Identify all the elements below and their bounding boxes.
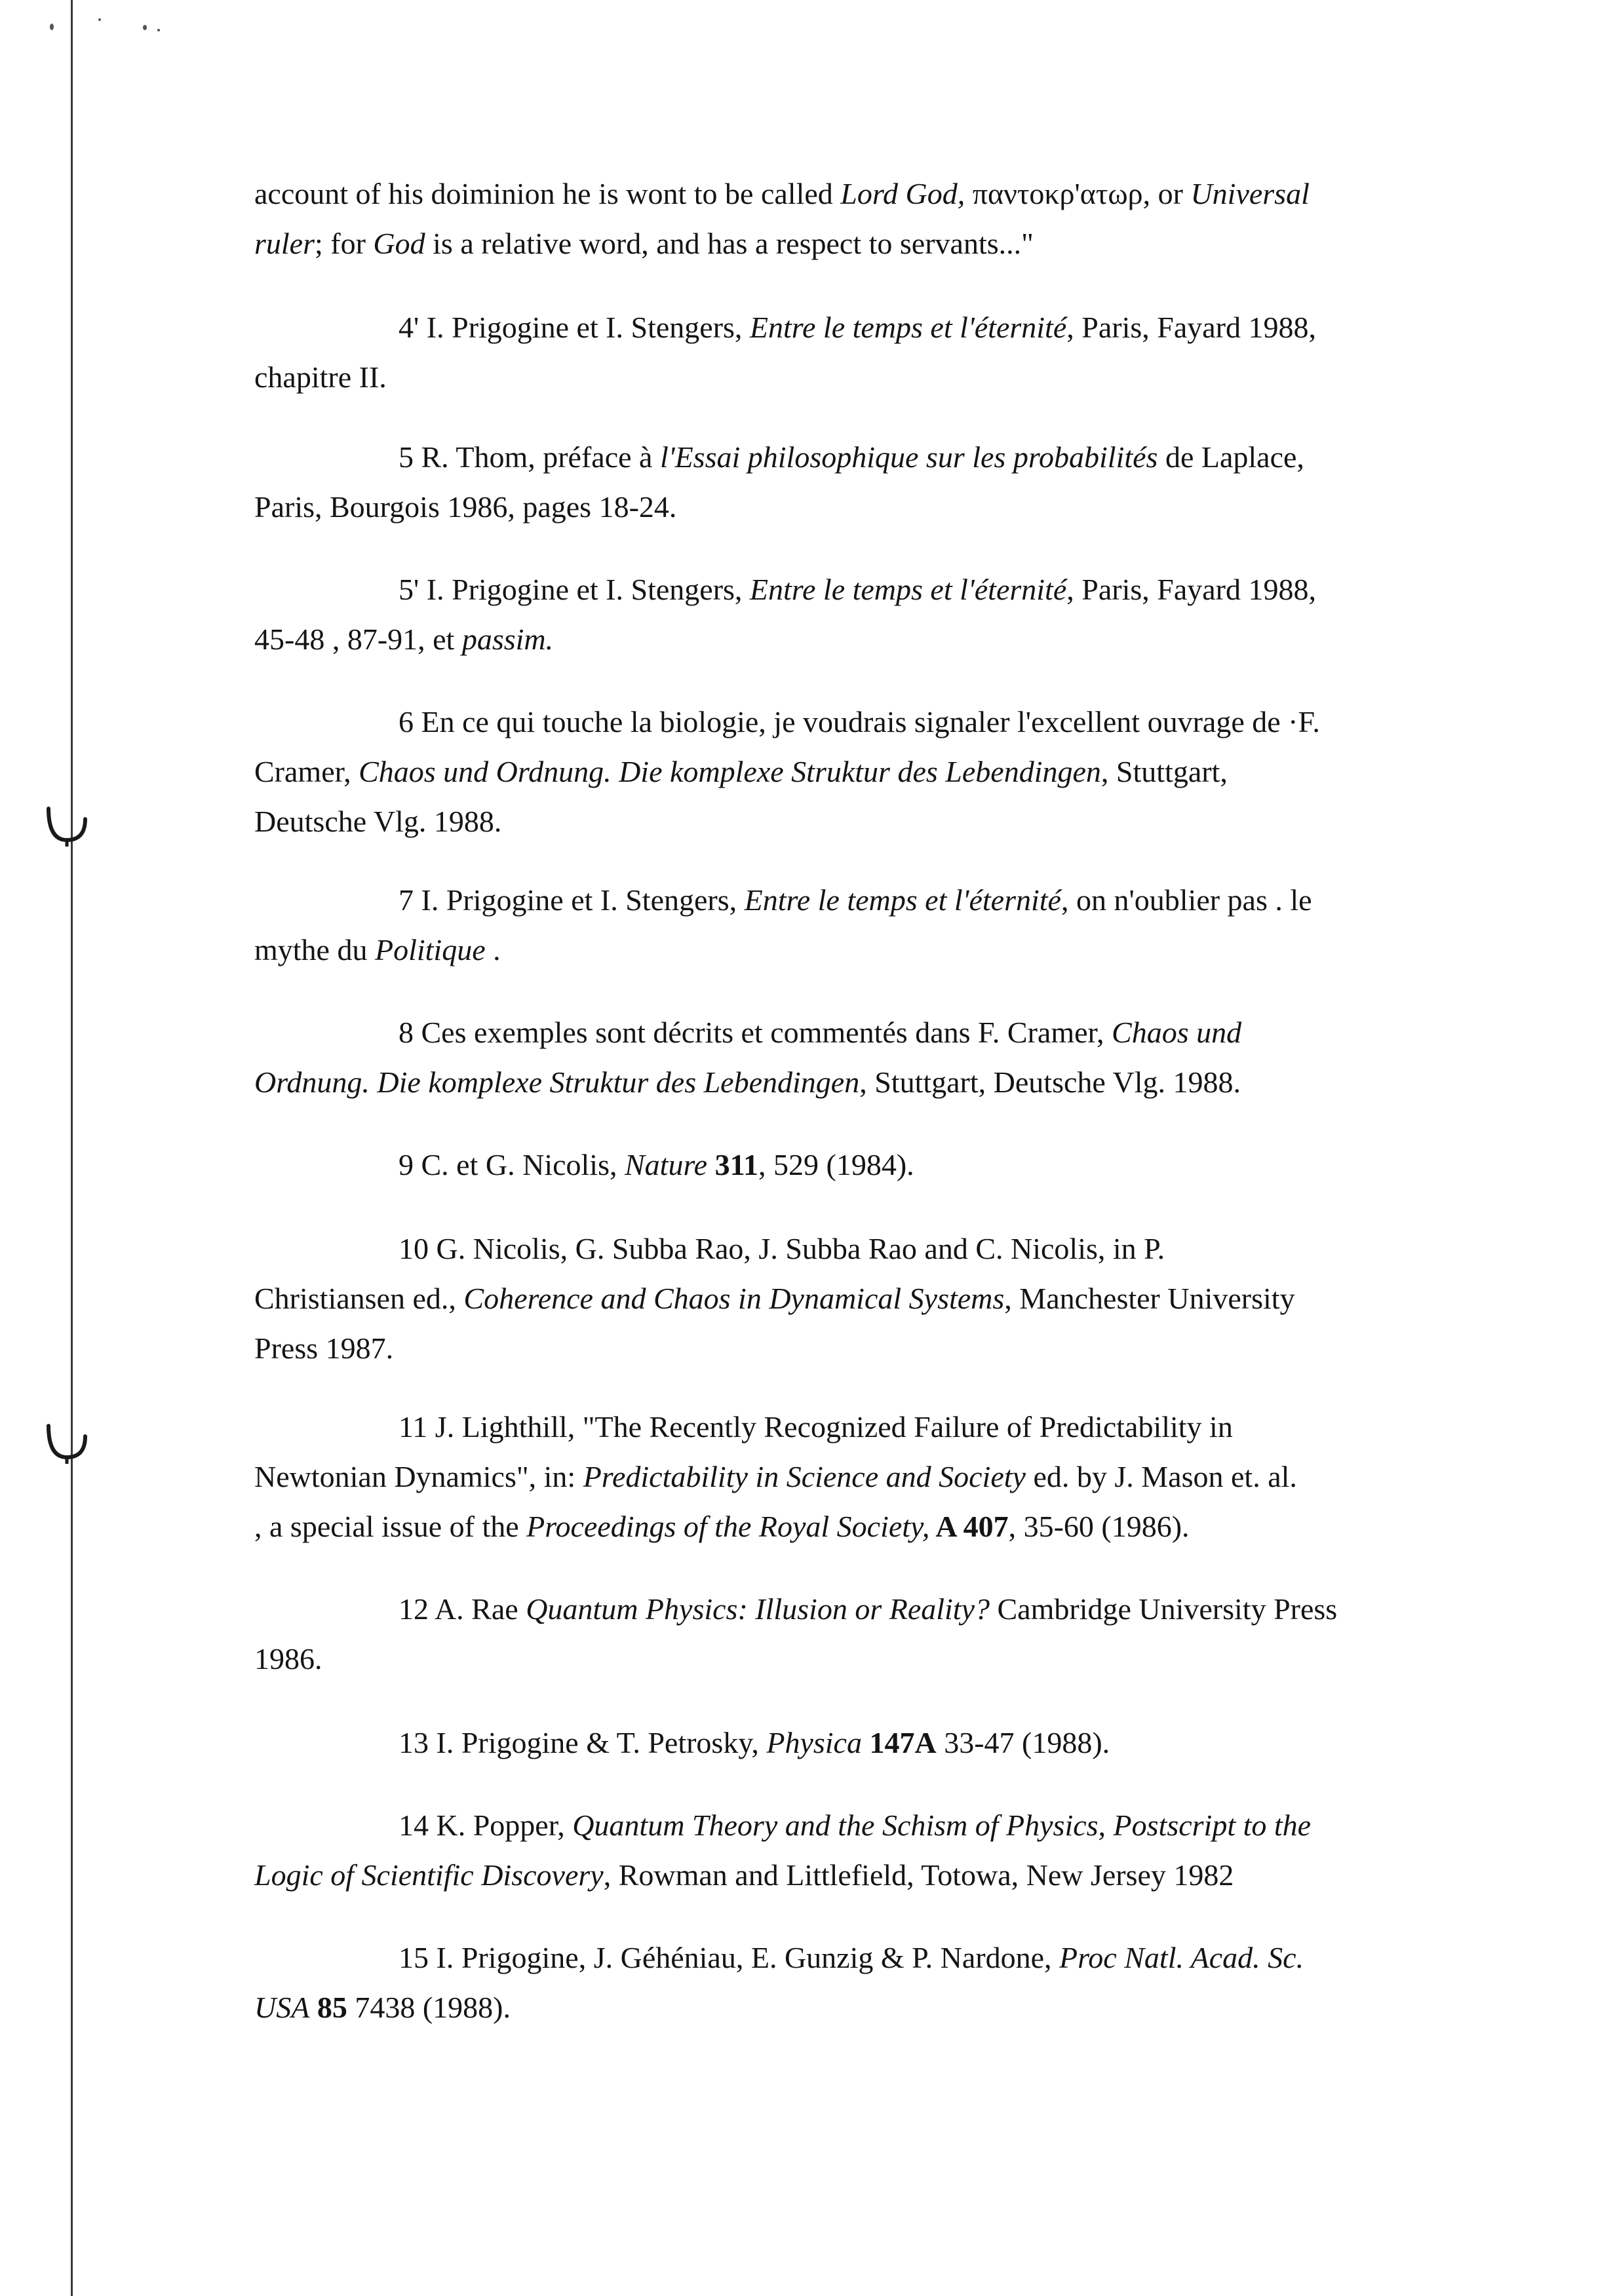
note-text: 5 R. Thom, préface à	[399, 440, 660, 474]
note-text: , Paris, Fayard 1988,	[1066, 573, 1316, 606]
note-text: Cambridge University Press	[990, 1592, 1338, 1626]
note-bold: 147A	[861, 1726, 937, 1759]
note-italic: Proc Natl. Acad. Sc.	[1059, 1941, 1304, 1974]
note-11	[254, 1402, 1428, 1552]
note-text: , Stuttgart, Deutsche Vlg. 1988.	[859, 1065, 1241, 1099]
note-text: 6 En ce qui touche la biologie, je voudrais signaler l'excellent ouvrage de ·F.	[399, 705, 1320, 738]
note-italic: Ordnung. Die komplexe Struktur des Lebendingen	[254, 1065, 860, 1099]
note-5	[254, 432, 1428, 532]
scan-speck	[143, 25, 147, 30]
binding-margin-line	[71, 0, 73, 2296]
note-italic: Lord God,	[840, 177, 965, 210]
note-text: 7 I. Prigogine et I. Stengers,	[399, 883, 745, 917]
scan-speck	[157, 29, 160, 31]
note-italic: Quantum Theory and the Schism of Physics, Postscript to the	[572, 1808, 1312, 1842]
note-italic: Entre le temps et l'éternité	[749, 311, 1067, 344]
note-text: , Stuttgart,	[1100, 755, 1228, 788]
note-italic: Chaos und	[1112, 1016, 1242, 1049]
note-text: 11 J. Lighthill, "The Recently Recognized Failure of Predictability in	[399, 1410, 1233, 1444]
note-14	[254, 1801, 1428, 1900]
punch-hole-mark-icon	[43, 806, 90, 848]
note-italic: passim.	[461, 622, 554, 656]
note-text: 14 K. Popper,	[399, 1808, 573, 1842]
note-text: ; for	[315, 227, 374, 260]
note-text: παντοκρ'ατωρ, or	[965, 177, 1191, 210]
note-text: , 35-60 (1986).	[1008, 1510, 1190, 1543]
note-text: ed. by J. Mason et. al.	[1025, 1460, 1297, 1493]
note-text: 45-48 , 87-91, et	[254, 622, 462, 656]
scan-speck	[50, 24, 54, 30]
note-text: is a relative word, and has a respect to servants..."	[425, 227, 1034, 260]
note-text: , Manchester University	[1004, 1282, 1295, 1315]
note-italic: Entre le temps et l'éternité	[749, 573, 1067, 606]
note-italic: USA	[254, 1991, 310, 2024]
note-13	[254, 1718, 1428, 1768]
scan-speck	[98, 18, 101, 21]
note-italic: Physica	[766, 1726, 862, 1759]
note-12	[254, 1584, 1428, 1684]
note-text: , a special issue of the	[254, 1510, 527, 1543]
note-text: de Laplace,	[1158, 440, 1304, 474]
note-text: 12 A. Rae	[399, 1592, 526, 1626]
note-italic: Nature	[624, 1148, 708, 1181]
note-text: Paris, Bourgois 1986, pages 18-24.	[254, 490, 677, 524]
note-text: 15 I. Prigogine, J. Géhéniau, E. Gunzig & P. Nardone,	[399, 1941, 1060, 1974]
note-text: , 529 (1984).	[758, 1148, 914, 1181]
note-text: 9 C. et G. Nicolis,	[399, 1148, 625, 1181]
note-15	[254, 1933, 1428, 2033]
note-italic: Universal	[1190, 177, 1310, 210]
note-italic: Chaos und Ordnung. Die komplexe Struktur des Lebendingen	[359, 755, 1101, 788]
note-text: 10 G. Nicolis, G. Subba Rao, J. Subba Rao and C. Nicolis, in P.	[399, 1232, 1165, 1265]
note-text: Press 1987.	[254, 1331, 394, 1365]
note-5-prime	[254, 565, 1428, 664]
note-text: mythe du	[254, 933, 375, 966]
note-text: 8 Ces exemples sont décrits et commentés dans F. Cramer,	[399, 1016, 1112, 1049]
punch-hole-mark-icon	[43, 1423, 90, 1465]
note-text: , Paris, Fayard 1988,	[1066, 311, 1316, 344]
note-text: 1986.	[254, 1642, 322, 1675]
note-text: 33-47 (1988).	[936, 1726, 1110, 1759]
note-italic: Predictability in Science and Society	[583, 1460, 1026, 1493]
note-text: Newtonian Dynamics", in:	[254, 1460, 583, 1493]
note-7	[254, 875, 1428, 975]
note-italic: Quantum Physics: Illusion or Reality?	[526, 1592, 990, 1626]
note-6	[254, 697, 1428, 847]
note-italic: Entre le temps et l'éternité	[744, 883, 1061, 917]
note-text: 7438 (1988).	[347, 1991, 511, 2024]
note-italic: ruler	[254, 227, 315, 260]
note-text: 4' I. Prigogine et I. Stengers,	[399, 311, 750, 344]
note-text: account of his doiminion he is wont to be called	[254, 177, 841, 210]
note-bold: 85	[309, 1991, 347, 2024]
note-italic: Coherence and Chaos in Dynamical Systems	[463, 1282, 1005, 1315]
note-text: Cramer,	[254, 755, 359, 788]
note-italic: Logic of Scientific Discovery	[254, 1858, 604, 1892]
note-4-prime	[254, 303, 1428, 402]
note-9	[254, 1140, 1428, 1190]
note-10	[254, 1224, 1428, 1373]
note-italic: Proceedings of the Royal Society,	[526, 1510, 930, 1543]
note-italic: Politique	[374, 933, 486, 966]
note-bold: A 407	[929, 1510, 1009, 1543]
note-bold: 311	[707, 1148, 759, 1181]
note-continuation	[254, 169, 1428, 269]
note-text: 5' I. Prigogine et I. Stengers,	[399, 573, 750, 606]
note-text: , Rowman and Littlefield, Totowa, New Jersey 1982	[603, 1858, 1234, 1892]
note-italic: God	[373, 227, 425, 260]
note-8	[254, 1008, 1428, 1107]
note-text: chapitre II.	[254, 360, 387, 394]
note-text: Christiansen ed.,	[254, 1282, 464, 1315]
note-text: .	[485, 933, 501, 966]
note-text: , on n'oublier pas . le	[1060, 883, 1312, 917]
note-text: Deutsche Vlg. 1988.	[254, 805, 502, 838]
note-text: 13 I. Prigogine & T. Petrosky,	[399, 1726, 767, 1759]
note-italic: l'Essai philosophique sur les probabilités	[659, 440, 1158, 474]
